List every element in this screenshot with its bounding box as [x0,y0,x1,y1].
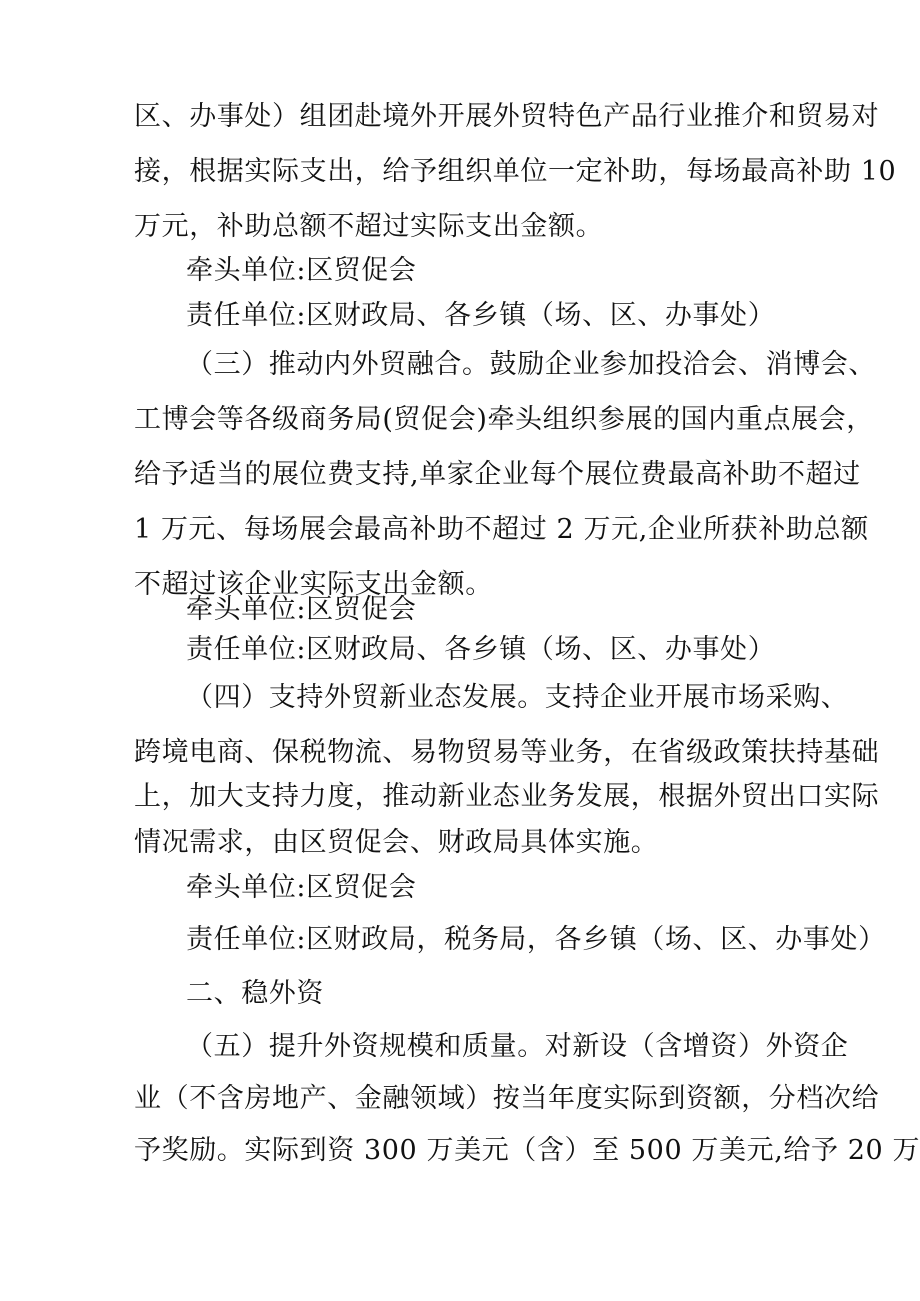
responsible-unit-line: 责任单位:区财政局，税务局，各乡镇（场、区、办事处） [186,924,886,955]
text-line: 上，加大支持力度，推动新业态业务发展，根据外贸出口实际 [134,781,880,812]
text-line: 不超过该企业实际支出金额。 [134,569,493,600]
text-line: 接，根据实际支出，给予组织单位一定补助，每场最高补助 10 [134,156,897,187]
lead-unit-line: 牵头单位:区贸促会 [186,594,417,625]
text-line: 区、办事处）组团赴境外开展外贸特色产品行业推介和贸易对 [134,101,880,132]
section-heading-3: （三）推动内外贸融合。鼓励企业参加投洽会、消博会、 [186,349,876,380]
responsible-unit-line: 责任单位:区财政局、各乡镇（场、区、办事处） [186,300,776,331]
lead-unit-line: 牵头单位:区贸促会 [186,872,417,903]
text-line: 给予适当的展位费支持,单家企业每个展位费最高补助不超过 [134,459,861,490]
text-line: 予奖励。实际到资 300 万美元（含）至 500 万美元,给予 20 万 [134,1135,920,1166]
chapter-heading: 二、稳外资 [186,978,324,1009]
text-line: 跨境电商、保税物流、易物贸易等业务，在省级政策扶持基础 [134,737,880,768]
text-line: 1 万元、每场展会最高补助不超过 2 万元,企业所获补助总额 [134,514,869,545]
text-line: 工博会等各级商务局(贸促会)牵头组织参展的国内重点展会， [134,404,874,435]
responsible-unit-line: 责任单位:区财政局、各乡镇（场、区、办事处） [186,634,776,665]
section-heading-4: （四）支持外贸新业态发展。支持企业开展市场采购、 [186,682,849,713]
text-line: 业（不含房地产、金融领域）按当年度实际到资额，分档次给 [134,1083,880,1114]
section-heading-5: （五）提升外资规模和质量。对新设（含增资）外资企 [186,1031,849,1062]
text-line: 万元，补助总额不超过实际支出金额。 [134,211,604,242]
text-line: 情况需求，由区贸促会、财政局具体实施。 [134,827,659,858]
lead-unit-line: 牵头单位:区贸促会 [186,255,417,286]
